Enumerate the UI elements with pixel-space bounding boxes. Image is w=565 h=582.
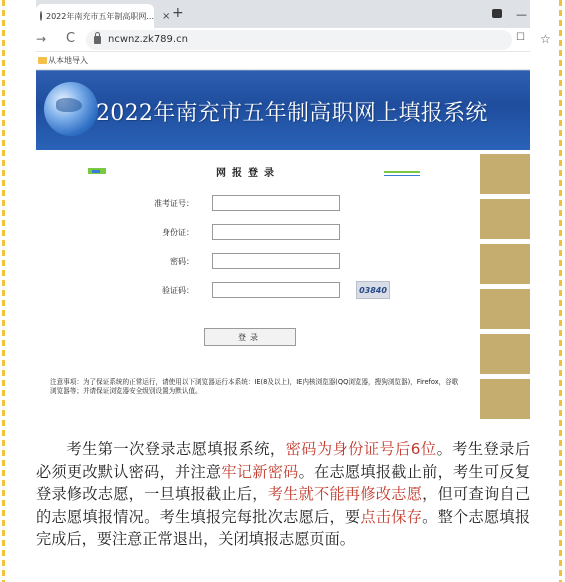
url-text[interactable]: ncwnz.zk789.cn [108,34,188,45]
article-text: 。整个志愿填报完成后，要注意正常退出，关闭填报志愿页面。 [36,507,531,548]
bookmark-import[interactable]: 从本地导入 [48,56,88,65]
password-label: 密码： [170,257,194,266]
address-bar[interactable] [86,30,551,50]
password-input[interactable] [212,253,340,269]
decorative-bar [88,168,106,174]
article-text: 。在志愿填报截止前，考生可反复登录修改志愿，一旦填报截止后， [36,462,531,503]
tab-search-icon[interactable] [492,9,502,18]
exam-number-label: 准考证号： [154,199,194,208]
minimize-icon[interactable]: — [516,8,527,21]
captcha-input[interactable] [212,282,340,298]
right-dashed-border [559,0,562,582]
globe-icon [44,82,98,136]
banner-divider [36,70,530,71]
login-title: 网报登录 [216,168,280,179]
star-icon[interactable]: ☆ [540,32,551,46]
article-text: 考生第一次登录志愿填报系统， [66,440,286,458]
sidebar-block [480,289,530,329]
notice-text: 注意事项：为了保证系统的正常运行，请使用以下浏览器运行本系统：IE(8及以上)，IE内核浏览器(QQ浏览器，搜狗浏览器)，Firefox，谷歌浏览器等；并请保证浏览器安全级别设置为默认值。 [50,378,459,395]
globe-icon [40,11,42,21]
sidebar-block [480,199,530,239]
lock-icon[interactable] [94,36,101,44]
id-card-label: 身份证： [162,228,194,237]
browser-tab[interactable] [36,4,171,28]
browser-screenshot [36,0,551,410]
article-text: ，但可查询自己的志愿填报情况。考生填报完每批次志愿后，要 [36,485,531,526]
bookmarks-bar [36,52,530,70]
captcha-label: 验证码： [162,286,194,295]
captcha-image[interactable]: 03840 [356,281,390,299]
site-banner [36,70,530,150]
login-button[interactable]: 登录 [204,328,296,346]
sidebar-block [480,379,530,419]
close-icon[interactable]: × [162,10,171,22]
highlight-text: 点击保存 [360,507,423,526]
instructions-paragraph [36,438,530,551]
exam-number-input[interactable] [212,195,340,211]
tab-title: 2022年南充市五年制高职网... [46,11,154,21]
address-toolbar [36,28,551,52]
new-tab-button[interactable]: + [172,5,184,21]
sidebar-block [480,244,530,284]
forward-icon[interactable]: → [36,32,47,46]
highlight-text: 牢记新密码 [221,462,299,481]
sidebar-block [480,334,530,374]
tab-bar [36,0,530,28]
reload-icon[interactable]: C [66,31,76,46]
highlight-text: 考生就不能再修改志愿 [267,485,423,503]
highlight-text: 密码为身份证号后6位 [285,440,437,458]
folder-icon [38,57,47,64]
right-sidebar [478,150,530,410]
sidebar-block [480,154,530,194]
extensions-icon[interactable]: ☐ [516,32,525,43]
page-title: 2022年南充市五年制高职网上填报系统 [96,101,488,126]
left-dashed-border [2,0,5,582]
login-panel [36,150,476,410]
decorative-bar [384,171,420,173]
article-text: 。考生登录后必须更改默认密码，并注意 [36,440,531,481]
id-card-input[interactable] [212,224,340,240]
